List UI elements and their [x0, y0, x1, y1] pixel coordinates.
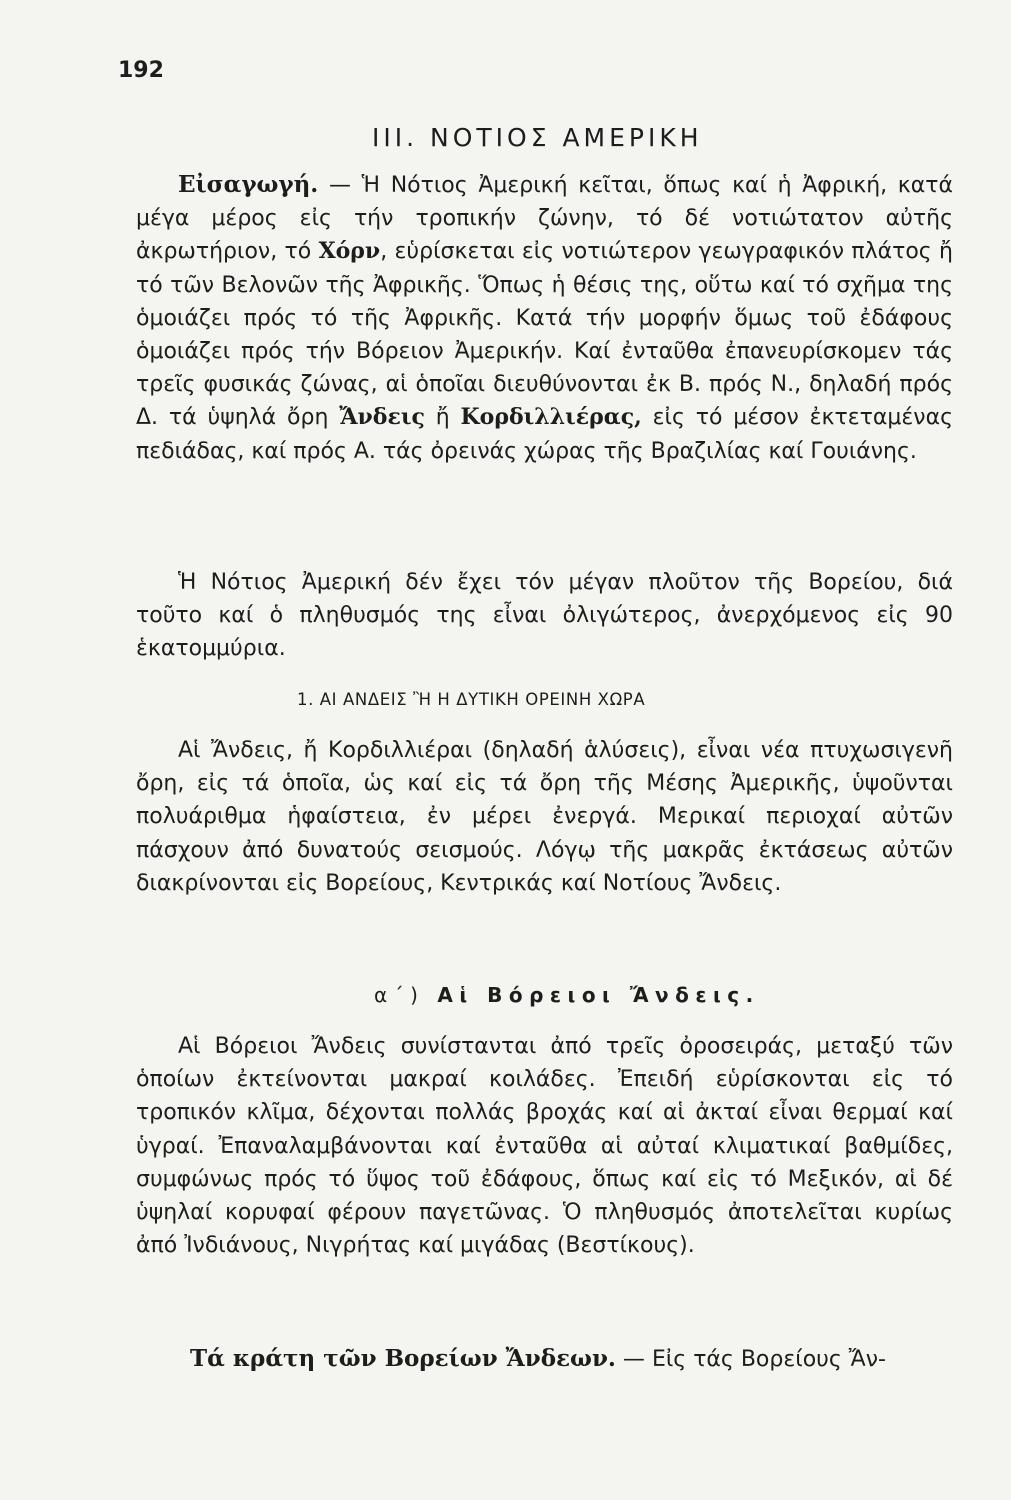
andes-text: Αἱ Ἄνδεις, ἤ Κορδιλλιέραι (δηλαδή ἁλύσεις), εἶναι νέα πτυχωσιγενῆ ὄρη, εἰς τά ὁποῖα, ὡς καί εἰς τά ὄρη τῆς Μέσης Ἀμερικῆς, ὑψοῦνται πολυάριθμα ἡφαίστεια, ἐν μέρει ἐνεργά. Μερικαί περιοχαί αὐτῶν πάσχουν ἀπό δυνατούς σεισμούς. Λόγῳ τῆς μακρᾶς ἐκτάσεως αὐτῶν διακρίνονται εἰς Βορείους, Κεντρικάς καί Νοτίους Ἄνδεις.: [136, 738, 953, 896]
intro-bold-andes: Ἄνδεις: [339, 404, 425, 431]
states-dash: —: [615, 1347, 652, 1372]
northern-andes-text: Αἱ Βόρειοι Ἄνδεις συνίστανται ἀπό τρεῖς ὀροσειράς, μεταξύ τῶν ὁποίων ἐκτείνονται μακραί κοιλάδες. Ἐπειδή εὑρίσκονται εἰς τό τροπικόν κλῖμα, δέχονται πολλάς βροχάς καί αἱ ἀκταί εἶναι θερμαί καί ὑγραί. Ἐπαναλαμβάνονται καί ἐνταῦθα αἱ αὐταί κλιματικαί βαθμίδες, συμφώνως πρός τό ὕψος τοῦ ἐδάφους, ὅπως καί εἰς τό Μεξικόν, αἱ δέ ὑψηλαί κορυφαί φέρουν παγετῶνας. Ὁ πληθυσμός ἀποτελεῖται κυρίως ἀπό Ἰνδιάνους, Νιγρήτας καί μιγάδας (Βεστίκους).: [136, 1034, 953, 1259]
subsection-prefix: α΄): [374, 983, 425, 1007]
intro-text-3: ἤ: [424, 405, 461, 431]
subsection-title: Αἱ Βόρειοι Ἄνδεις.: [437, 983, 760, 1007]
page-number: 192: [118, 58, 164, 83]
northern-andes-paragraph: [136, 1030, 953, 1262]
chapter-title: ΙΙΙ. ΝΟΤΙΟΣ ΑΜΕΡΙΚΗ: [372, 123, 703, 152]
andes-paragraph: [136, 734, 953, 900]
intro-dash: —: [318, 173, 362, 198]
states-text: Εἰς τάς Βορείους Ἄν-: [651, 1347, 886, 1372]
intro-lead: Εἰσαγωγή.: [178, 171, 319, 198]
intro-text-2: , εὑρίσκεται εἰς νοτιώτερον γεωγραφικόν πλάτος ἤ τό τῶν Βελονῶν τῆς Ἀφρικῆς. Ὅπως ἡ θέσις της, οὕτω καί τό σχῆμα της ὁμοιάζει πρός τό τῆς Ἀφρικῆς. Κατά τήν μορφήν ὅμως τοῦ ἐδάφους ὁμοιάζει πρός τήν Βόρειον Ἀμερικήν. Καί ἐνταῦθα ἐπανευρίσκομεν τάς τρεῖς φυσικάς ζώνας, αἱ ὁποῖαι διευθύνονται ἐκ Β. πρός Ν., δηλαδή πρός Δ. τά ὑψηλά ὄρη: [136, 239, 953, 431]
intro-text-1: Ἡ Νότιος Ἀμερική κεῖται, ὅπως καί ἡ Ἀφρική, κατά μέγα μέρος εἰς τήν τροπικήν ζώνην, τό δέ νοτιώτατον αὐτῆς ἀκρωτήριον, τό: [136, 173, 953, 265]
population-text: Ἡ Νότιος Ἀμερική δέν ἔχει τόν μέγαν πλοῦτον τῆς Βορείου, διά τοῦτο καί ὁ πληθυσμός της εἶναι ὀλιγώτερος, ἀνερχόμενος εἰς 90 ἑκατομμύρια.: [136, 570, 953, 662]
intro-text-4: εἰς τό μέσον ἐκτεταμένας πεδιάδας, καί πρός Α. τάς ὀρεινάς χώρας τῆς Βραζιλίας καί Γουιάνης.: [136, 405, 953, 464]
intro-paragraph: [136, 168, 953, 468]
states-heading: Τά κράτη τῶν Βορείων Ἄνδεων.: [190, 1345, 616, 1372]
intro-bold-horn: Χόρν: [318, 238, 381, 265]
subsection-heading-northern-andes: [374, 983, 760, 1007]
intro-bold-cordilleras: Κορδιλλιέρας,: [460, 404, 642, 431]
states-heading-line: [190, 1345, 960, 1372]
section-heading-andes: 1. ΑΙ ΑΝΔΕΙΣ Ἢ Η ΔΥΤΙΚΗ ΟΡΕΙΝΗ ΧΩΡΑ: [297, 690, 646, 709]
population-paragraph: [136, 566, 953, 666]
